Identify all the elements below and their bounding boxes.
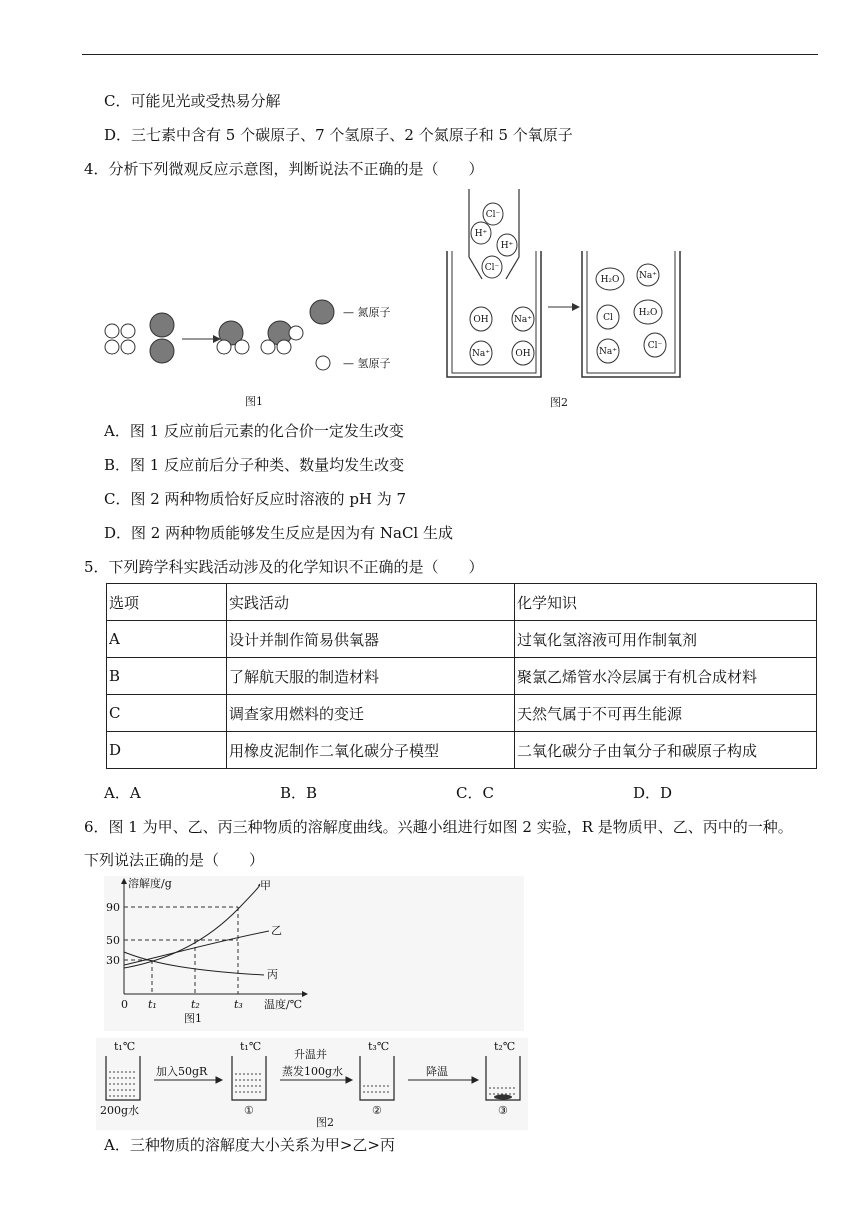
- ion-top-4: Cl⁻: [484, 263, 500, 273]
- ion-top-2: H⁺: [474, 229, 488, 239]
- ion-right-5: Na⁺: [599, 347, 617, 357]
- q5-choice-d: D．D: [633, 784, 673, 802]
- beaker-label-2: ②: [372, 1104, 382, 1117]
- step-amount: 200g水: [100, 1104, 140, 1117]
- chart-xlabel: 温度/℃: [264, 998, 303, 1011]
- ion-left-3: Na⁺: [472, 349, 490, 359]
- table-header-cell: 化学知识: [515, 584, 817, 621]
- xtick-t2: t₂: [191, 998, 200, 1011]
- fig2-caption: 图2: [316, 1116, 334, 1129]
- step-2-label-line1: 升温并: [294, 1048, 327, 1061]
- ion-right-6: Cl⁻: [647, 341, 663, 351]
- table-cell: 聚氯乙烯管水冷层属于有机合成材料: [515, 658, 817, 695]
- table-cell: A: [107, 621, 227, 658]
- ion-left-4: OH: [515, 349, 531, 359]
- table-row: [107, 621, 817, 658]
- curve-label-jia: 甲: [260, 879, 271, 892]
- step-temp-4: t₂℃: [494, 1040, 516, 1053]
- table-cell: 设计并制作简易供氧器: [227, 621, 515, 658]
- table-row: [107, 658, 817, 695]
- q5-stem: 5．下列跨学科实践活动涉及的化学知识不正确的是（ ）: [84, 558, 484, 576]
- header-rule: [82, 54, 818, 55]
- q5-choice-b: B．B: [280, 784, 318, 802]
- table-cell: B: [107, 658, 227, 695]
- table-cell: 过氧化氢溶液可用作制氧剂: [515, 621, 817, 658]
- table-row: [107, 732, 817, 769]
- ion-top-3: H⁺: [500, 241, 514, 251]
- beaker-label-3: ③: [498, 1104, 508, 1117]
- ion-left-1: OH: [473, 315, 489, 325]
- step-3-label: 降温: [426, 1065, 448, 1078]
- xtick-t1: t₁: [148, 998, 157, 1011]
- table-row: [107, 695, 817, 732]
- step-2-label-line2: 蒸发100g水: [282, 1065, 344, 1078]
- table-cell: 调查家用燃料的变迁: [227, 695, 515, 732]
- q6-stem-line2: 下列说法正确的是（ ）: [84, 851, 265, 869]
- ytick-90: 90: [106, 901, 120, 914]
- xtick-t3: t₃: [234, 998, 243, 1011]
- step-temp-1: t₁℃: [114, 1040, 136, 1053]
- q4-figure-2: [444, 187, 689, 409]
- fig2-caption: 图2: [550, 396, 568, 409]
- step-1-label: 加入50gR: [156, 1065, 208, 1078]
- q5-choice-c: C．C: [456, 784, 494, 802]
- table-cell: C: [107, 695, 227, 732]
- fig1-caption: 图1: [184, 1012, 202, 1025]
- fig1-caption: 图1: [245, 395, 263, 408]
- q5-table: [106, 583, 817, 769]
- step-temp-2: t₁℃: [240, 1040, 262, 1053]
- ion-right-3: Cl: [603, 313, 613, 323]
- ion-right-4: H₂O: [638, 308, 658, 318]
- q4-figure-1: [100, 295, 400, 410]
- table-cell: 天然气属于不可再生能源: [515, 695, 817, 732]
- table-header-cell: 选项: [107, 584, 227, 621]
- table-cell: D: [107, 732, 227, 769]
- curve-label-bing: 丙: [267, 968, 278, 981]
- q4-option-a: A．图 1 反应前后元素的化合价一定发生改变: [104, 422, 404, 440]
- curve-label-yi: 乙: [271, 924, 282, 937]
- q5-choice-a: A．A: [104, 784, 141, 802]
- origin-label: 0: [121, 998, 128, 1011]
- table-cell: 用橡皮泥制作二氧化碳分子模型: [227, 732, 515, 769]
- q4-option-c: C．图 2 两种物质恰好反应时溶液的 pH 为 7: [104, 490, 407, 508]
- q4-option-d: D．图 2 两种物质能够发生反应是因为有 NaCl 生成: [104, 524, 453, 542]
- ion-right-2: Na⁺: [639, 271, 657, 281]
- ytick-30: 30: [106, 954, 120, 967]
- table-header-row: [107, 584, 817, 621]
- table-header-cell: 实践活动: [227, 584, 515, 621]
- ion-left-2: Na⁺: [514, 315, 532, 325]
- q6-solubility-chart: [104, 876, 524, 1031]
- legend-n-label: — 氮原子: [343, 306, 391, 319]
- table-cell: 二氧化碳分子由氧分子和碳原子构成: [515, 732, 817, 769]
- ion-right-1: H₂O: [600, 275, 620, 285]
- q3-option-d: D．三七素中含有 5 个碳原子、7 个氢原子、2 个氮原子和 5 个氧原子: [104, 126, 573, 144]
- table-cell: 了解航天服的制造材料: [227, 658, 515, 695]
- legend-h-label: — 氢原子: [343, 357, 391, 370]
- q6-option-a: A．三种物质的溶解度大小关系为甲>乙>丙: [104, 1136, 395, 1154]
- q3-option-c: C．可能见光或受热易分解: [104, 92, 281, 110]
- beaker-label-1: ①: [244, 1104, 254, 1117]
- q6-stem-line1: 6．图 1 为甲、乙、丙三种物质的溶解度曲线。兴趣小组进行如图 2 实验，R 是物质甲、乙、丙中的一种。: [84, 818, 793, 836]
- q6-experiment-diagram: [96, 1038, 528, 1130]
- ion-top-1: Cl⁻: [485, 210, 501, 220]
- q4-option-b: B．图 1 反应前后分子种类、数量均发生改变: [104, 456, 405, 474]
- step-temp-3: t₃℃: [368, 1040, 390, 1053]
- ytick-50: 50: [106, 934, 120, 947]
- chart-ylabel: 溶解度/g: [128, 877, 172, 890]
- q4-stem: 4．分析下列微观反应示意图，判断说法不正确的是（ ）: [84, 160, 484, 178]
